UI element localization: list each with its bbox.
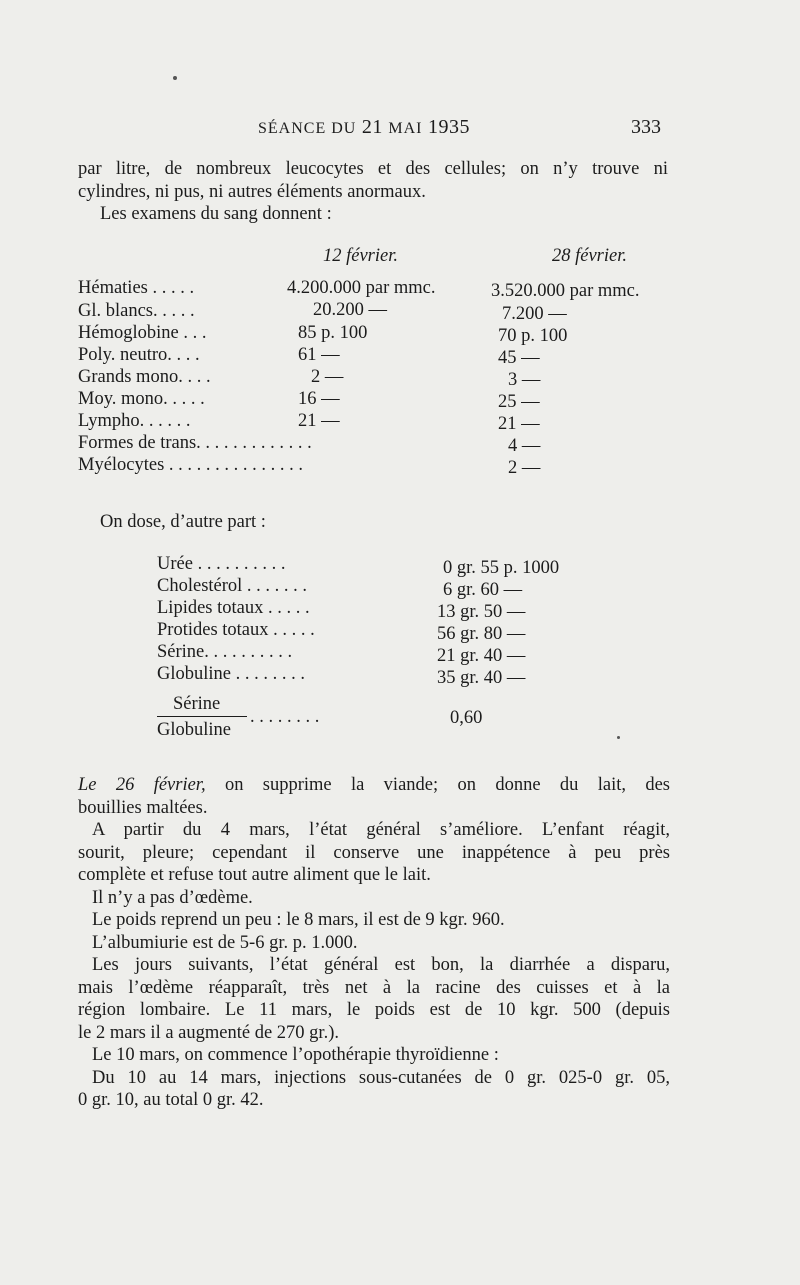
body-p4: Le poids reprend un peu : le 8 mars, il est de 9 kgr. 960. [92, 910, 505, 930]
blood-row-label: Poly. neutro. . . . [78, 345, 200, 365]
header-month: MAI [388, 120, 423, 137]
blood-row-v2: 7.200 — [502, 304, 567, 324]
blood-col-header-2: 28 février. [552, 246, 628, 266]
body-p1-line-2: bouillies maltées. [78, 797, 208, 818]
blood-row-v1: 16 — [298, 389, 340, 409]
blood-row-v2: 4 — [508, 436, 541, 456]
intro-line-1: par litre, de nombreux leucocytes et des cellules; on n’y trouve ni [78, 159, 668, 179]
body-p1-rest: on supprime la viande; on donne du lait, des [205, 775, 670, 795]
date-italic: Le 26 février, [78, 775, 206, 795]
blood-intro: Les examens du sang donnent : [100, 204, 332, 224]
dose-row-value: 21 gr. 40 — [437, 646, 526, 666]
blood-row-v2: 3 — [508, 370, 541, 390]
dose-row-value: 56 gr. 80 — [437, 624, 526, 644]
header-day: 21 [361, 116, 383, 138]
dose-row-label: Urée . . . . . . . . . . [157, 554, 286, 574]
running-header [258, 116, 470, 139]
blood-row-v2: 21 — [498, 414, 540, 434]
dose-row-value: 35 gr. 40 — [437, 668, 526, 688]
blood-row-v1: 21 — [298, 411, 340, 431]
blood-row-v1: 61 — [298, 345, 340, 365]
dose-row-label: Lipides totaux . . . . . [157, 598, 310, 618]
dose-row-value: 0 gr. 55 p. 1000 [443, 558, 560, 578]
body-p3: Il n’y a pas d’œdème. [92, 887, 253, 908]
blood-col-header-1: 12 février. [323, 246, 399, 266]
body-p6-line-1: Les jours suivants, l’état général est bon, la diarrhée a disparu, [92, 955, 670, 975]
blood-row-label: Gl. blancs. . . . . [78, 301, 195, 321]
fraction-bar [157, 716, 247, 717]
ratio-numerator: Sérine [173, 694, 221, 714]
dose-row-label: Sérine. . . . . . . . . . [157, 642, 293, 662]
dose-row-value: 13 gr. 50 — [437, 602, 526, 622]
body-p2-line-3: complète et refuse tout autre aliment que le lait. [78, 865, 431, 885]
blood-row-v1: 2 — [311, 367, 344, 387]
blood-row-v2: 70 p. 100 [498, 326, 568, 346]
body-p6-line-3: région lombaire. Le 11 mars, le poids est de 10 kgr. 500 (depuis [78, 1000, 670, 1020]
blood-row-v1: 4.200.000 par mmc. [287, 278, 436, 298]
body-text [78, 774, 670, 1112]
blood-row-label: Hémoglobine . . . [78, 323, 207, 343]
blood-row-label: Myélocytes . . . . . . . . . . . . . . . [78, 455, 304, 475]
body-p6-line-4: le 2 mars il a augmenté de 270 gr.). [78, 1022, 339, 1043]
body-p6-line-2: mais l’œdème réapparaît, très net à la racine des cuisses et à la [78, 977, 670, 998]
blood-row-label: Hématies . . . . . [78, 278, 195, 298]
intro-paragraph [78, 158, 668, 203]
dose-row-value: 6 gr. 60 — [443, 580, 523, 600]
body-p2-line-1: A partir du 4 mars, l’état général s’améliore. L’enfant réagit, [92, 820, 670, 840]
dose-row-label: Cholestérol . . . . . . . [157, 576, 308, 596]
blood-row-v2: 3.520.000 par mmc. [491, 281, 640, 301]
body-p1-line-1 [78, 774, 670, 797]
page-number: 333 [631, 116, 661, 138]
body-p2-line-2: sourit, pleure; cependant il conserve une inappétence à peu près [78, 842, 670, 863]
blood-row-label: Lympho. . . . . . [78, 411, 191, 431]
blood-row-label: Formes de trans. . . . . . . . . . . . . [78, 433, 312, 453]
body-p7: Le 10 mars, on commence l’opothérapie thyroïdienne : [92, 1045, 499, 1065]
body-p5: L’albumiurie est de 5-6 gr. p. 1.000. [92, 932, 358, 953]
paper-speck [173, 76, 177, 80]
blood-row-v2: 45 — [498, 348, 540, 368]
blood-row-v2: 2 — [508, 458, 541, 478]
blood-row-v2: 25 — [498, 392, 540, 412]
paper-speck [617, 736, 620, 739]
dose-row-label: Protides totaux . . . . . [157, 620, 315, 640]
dose-intro: On dose, d’autre part : [100, 512, 266, 532]
body-p8-line-1: Du 10 au 14 mars, injections sous-cutanées de 0 gr. 025-0 gr. 05, [92, 1067, 670, 1088]
ratio-value: 0,60 [450, 708, 483, 728]
blood-row-label: Moy. mono. . . . . [78, 389, 205, 409]
blood-row-v1: 20.200 — [313, 300, 387, 320]
ratio-dots: . . . . . . . . [250, 707, 320, 727]
header-year: 1935 [427, 116, 470, 138]
body-p8-line-2: 0 gr. 10, au total 0 gr. 42. [78, 1090, 264, 1110]
dose-row-label: Globuline . . . . . . . . [157, 664, 305, 684]
ratio-denominator: Globuline [157, 720, 231, 740]
blood-row-label: Grands mono. . . . [78, 367, 211, 387]
blood-row-v1: 85 p. 100 [298, 323, 368, 343]
intro-line-2: cylindres, ni pus, ni autres éléments anormaux. [78, 181, 426, 202]
header-title-prefix: SÉANCE DU [258, 120, 357, 137]
